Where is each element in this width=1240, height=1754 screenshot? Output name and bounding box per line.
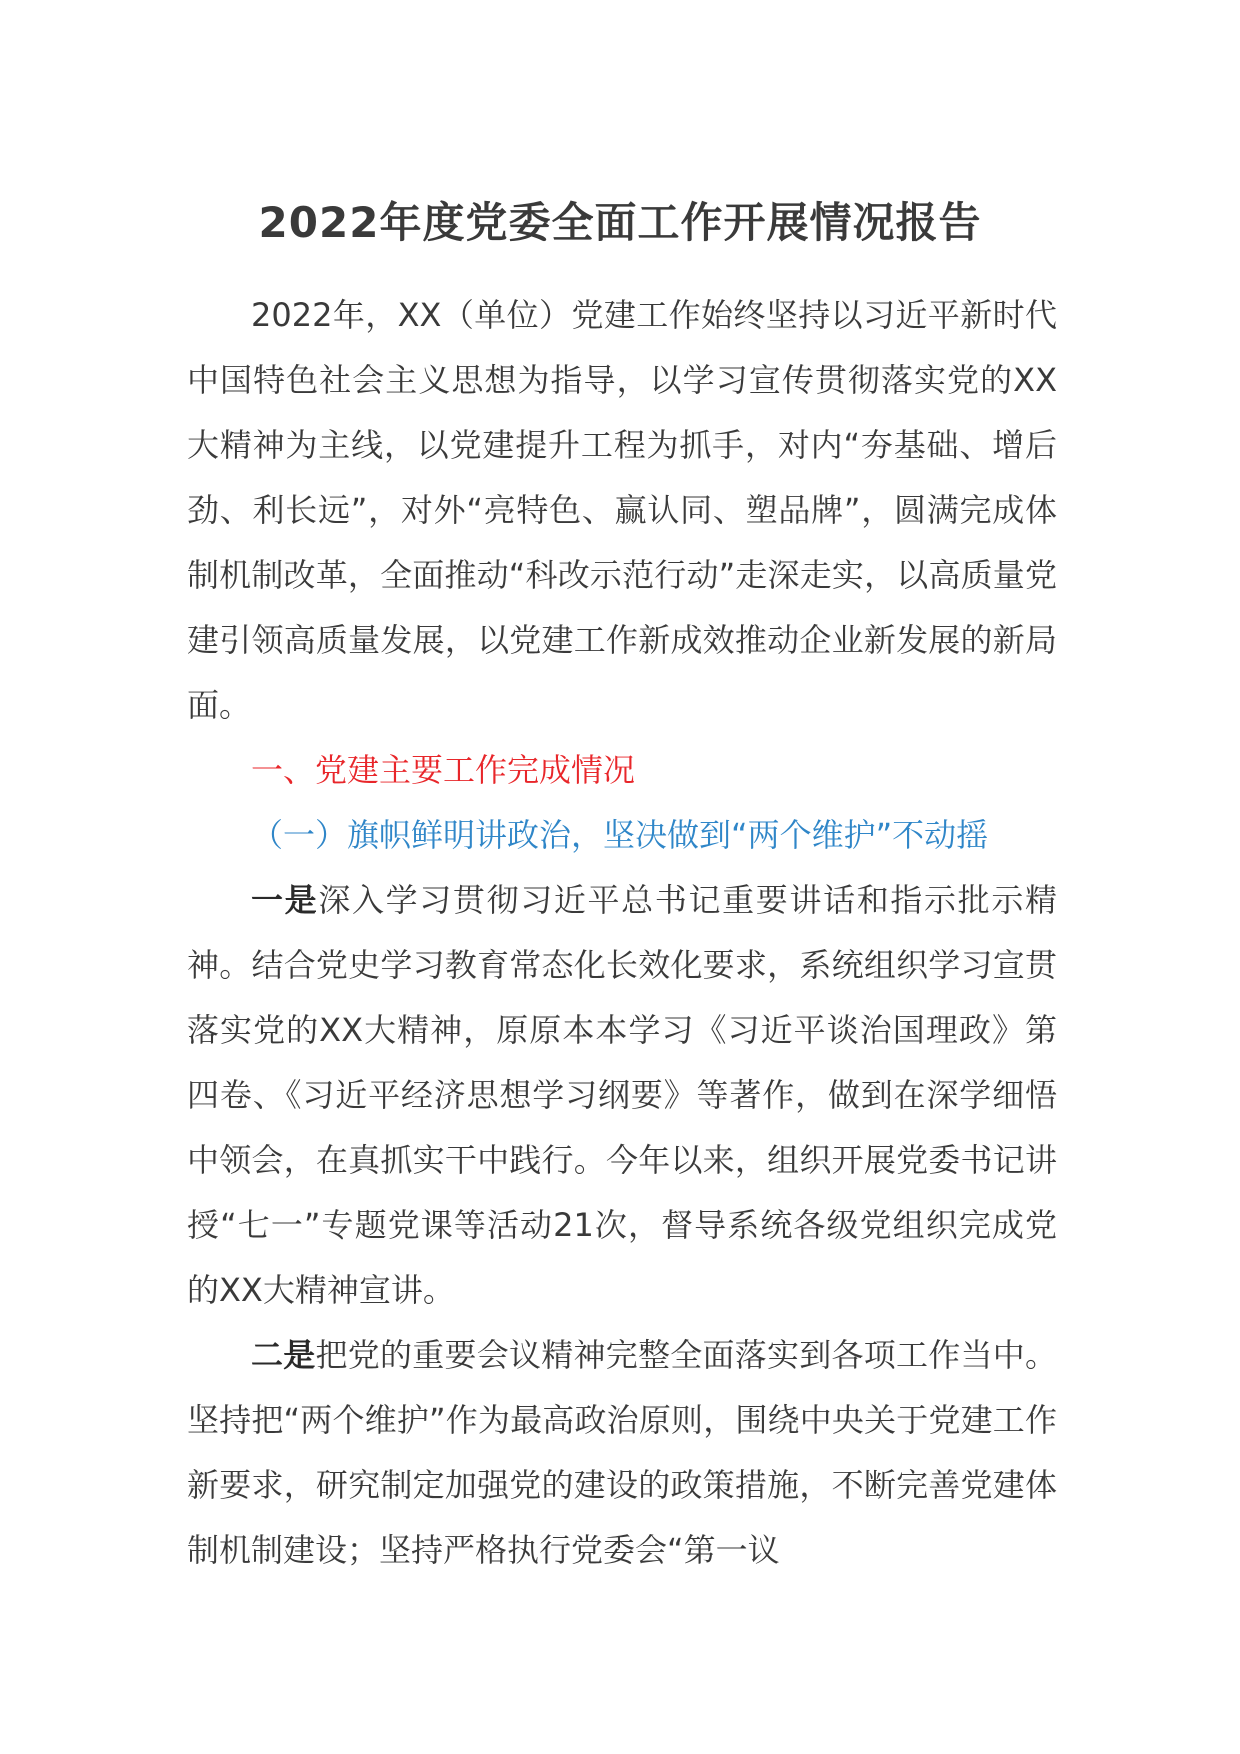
point-one-paragraph xyxy=(187,868,1057,1323)
intro-paragraph: 2022年，XX（单位）党建工作始终坚持以习近平新时代中国特色社会主义思想为指导，以学习宣传贯彻落实党的XX大精神为主线，以党建提升工程为抓手，对内“夯基础、增后劲、利长远”，对外“亮特色、赢认同、塑品牌”，圆满完成体制机制改革，全面推动“科改示范行动”走深走实，以高质量党建引领高质量发展，以党建工作新成效推动企业新发展的新局面。 xyxy=(187,296,1057,724)
point-one-text: 深入学习贯彻习近平总书记重要讲话和指示批示精神。结合党史学习教育常态化长效化要求，系统组织学习宣贯落实党的XX大精神，原原本本学习《习近平谈治国理政》第四卷、《习近平经济思想学习纲要》等著作，做到在深学细悟中领会，在真抓实干中践行。今年以来，组织开展党委书记讲授“七一”专题党课等活动21次，督导系统各级党组织完成党的XX大精神宣讲。 xyxy=(187,881,1057,1309)
point-one-lead: 一是 xyxy=(251,881,319,919)
point-two-paragraph xyxy=(187,1323,1057,1583)
point-two-text: 把党的重要会议精神完整全面落实到各项工作当中。坚持把“两个维护”作为最高政治原则，围绕中央关于党建工作新要求，研究制定加强党的建设的政策措施，不断完善党建体制机制建设；坚持严格执行党委会“第一议 xyxy=(187,1336,1057,1569)
subsection-heading: （一）旗帜鲜明讲政治，坚决做到“两个维护”不动摇 xyxy=(251,816,989,854)
document-body xyxy=(187,283,1057,1583)
point-two-lead: 二是 xyxy=(251,1336,316,1374)
section-heading: 一、党建主要工作完成情况 xyxy=(251,751,636,789)
document-title: 2022年度党委全面工作开展情况报告 xyxy=(258,198,982,247)
